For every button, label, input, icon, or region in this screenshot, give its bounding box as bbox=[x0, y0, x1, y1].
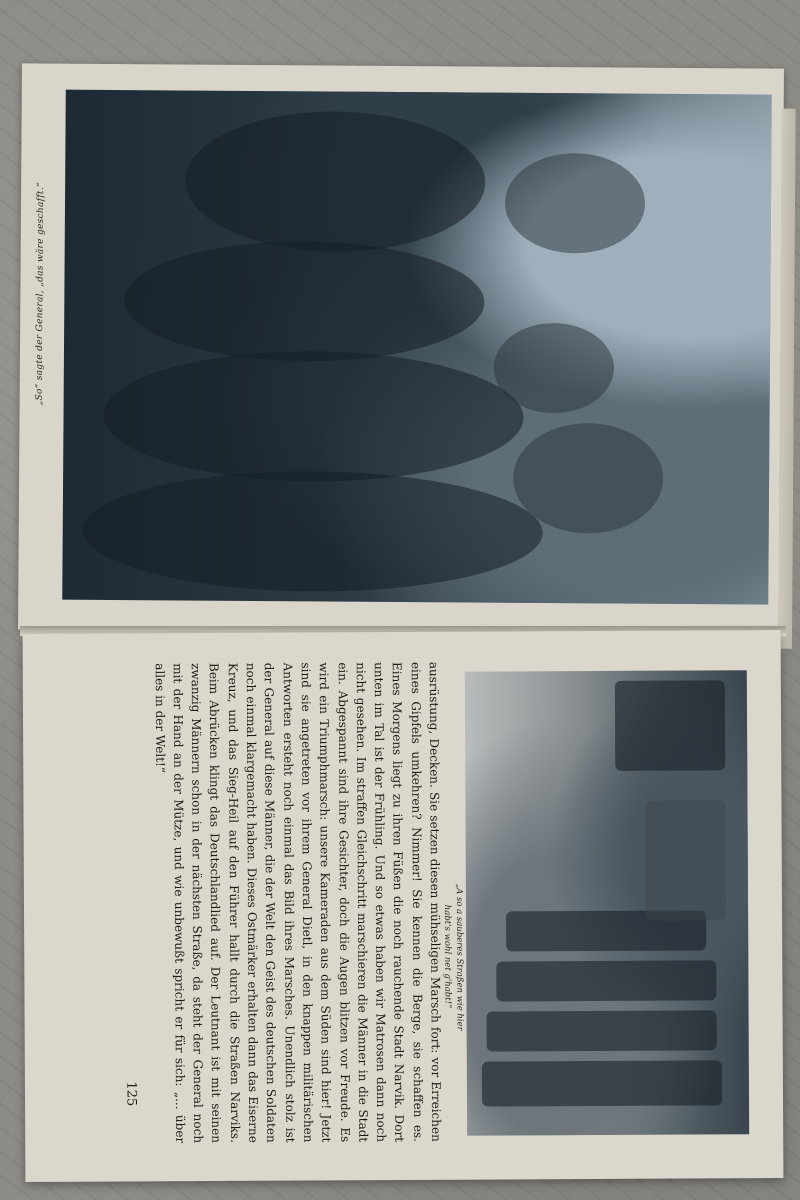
top-photo-caption: „So“ sagte der General, „das wäre geschafft.“ bbox=[34, 181, 47, 406]
soldiers-lineup-photo bbox=[62, 90, 772, 605]
book-bottom-page bbox=[23, 630, 784, 1182]
body-text-block bbox=[143, 662, 446, 1144]
caption-line-1: „A so a sauberes Straßen wie hier bbox=[453, 883, 465, 1031]
caption-line-2: habt's wohl net g'habt!“ bbox=[441, 904, 453, 1009]
general-inspecting-troops-photo bbox=[465, 670, 749, 1135]
book-top-page bbox=[18, 63, 784, 634]
page-number: 125 bbox=[123, 1080, 139, 1106]
body-paragraph: ausrüstung, Decken. Sie setzen diesen mühseligen Marsch fort: vor Erreichen eines Gipfels umkehren? Nimmer! Sie kennen die Berge, sie schaffen es. Eines Morgens liegt zu ihren Füßen die noch rauchende Stadt Narvik. Dort unten im Tal ist der Frühling. Und so etwas haben wir Matrosen dann noch nicht gesehen. Im straffen Gleichschritt marschieren die Männer in die Stadt ein. Abgespannt sind ihre Gesichter, doch die Augen blitzen vor Freude. Es wird ein Triumphmarsch: unsere Kameraden aus dem Süden sind hier! Jetzt sind sie angetreten vor ihrem General Dietl, in den knappen militärischen Antworten ersteht noch einmal das Bild ihres Marsches. Unendlich stolz ist der General auf diese Männer, die der Welt den Geist des deutschen Soldaten noch einmal klargemacht haben. Dieses Ostmärker erhalten dann das Eiserne Kreuz, und das Sieg-Heil auf den Führer hallt durch die Straßen Narviks. Beim Abrücken klingt das Deutschlandlied auf. Der Leutnant ist mit seinen zwanzig Männern schon in der nächsten Straße, da steht der General noch mit der Hand an der Mütze, und wie unbewußt spricht er für sich: „... über alles in der Welt!“ bbox=[152, 661, 444, 1144]
bottom-photo-caption bbox=[440, 882, 467, 1032]
